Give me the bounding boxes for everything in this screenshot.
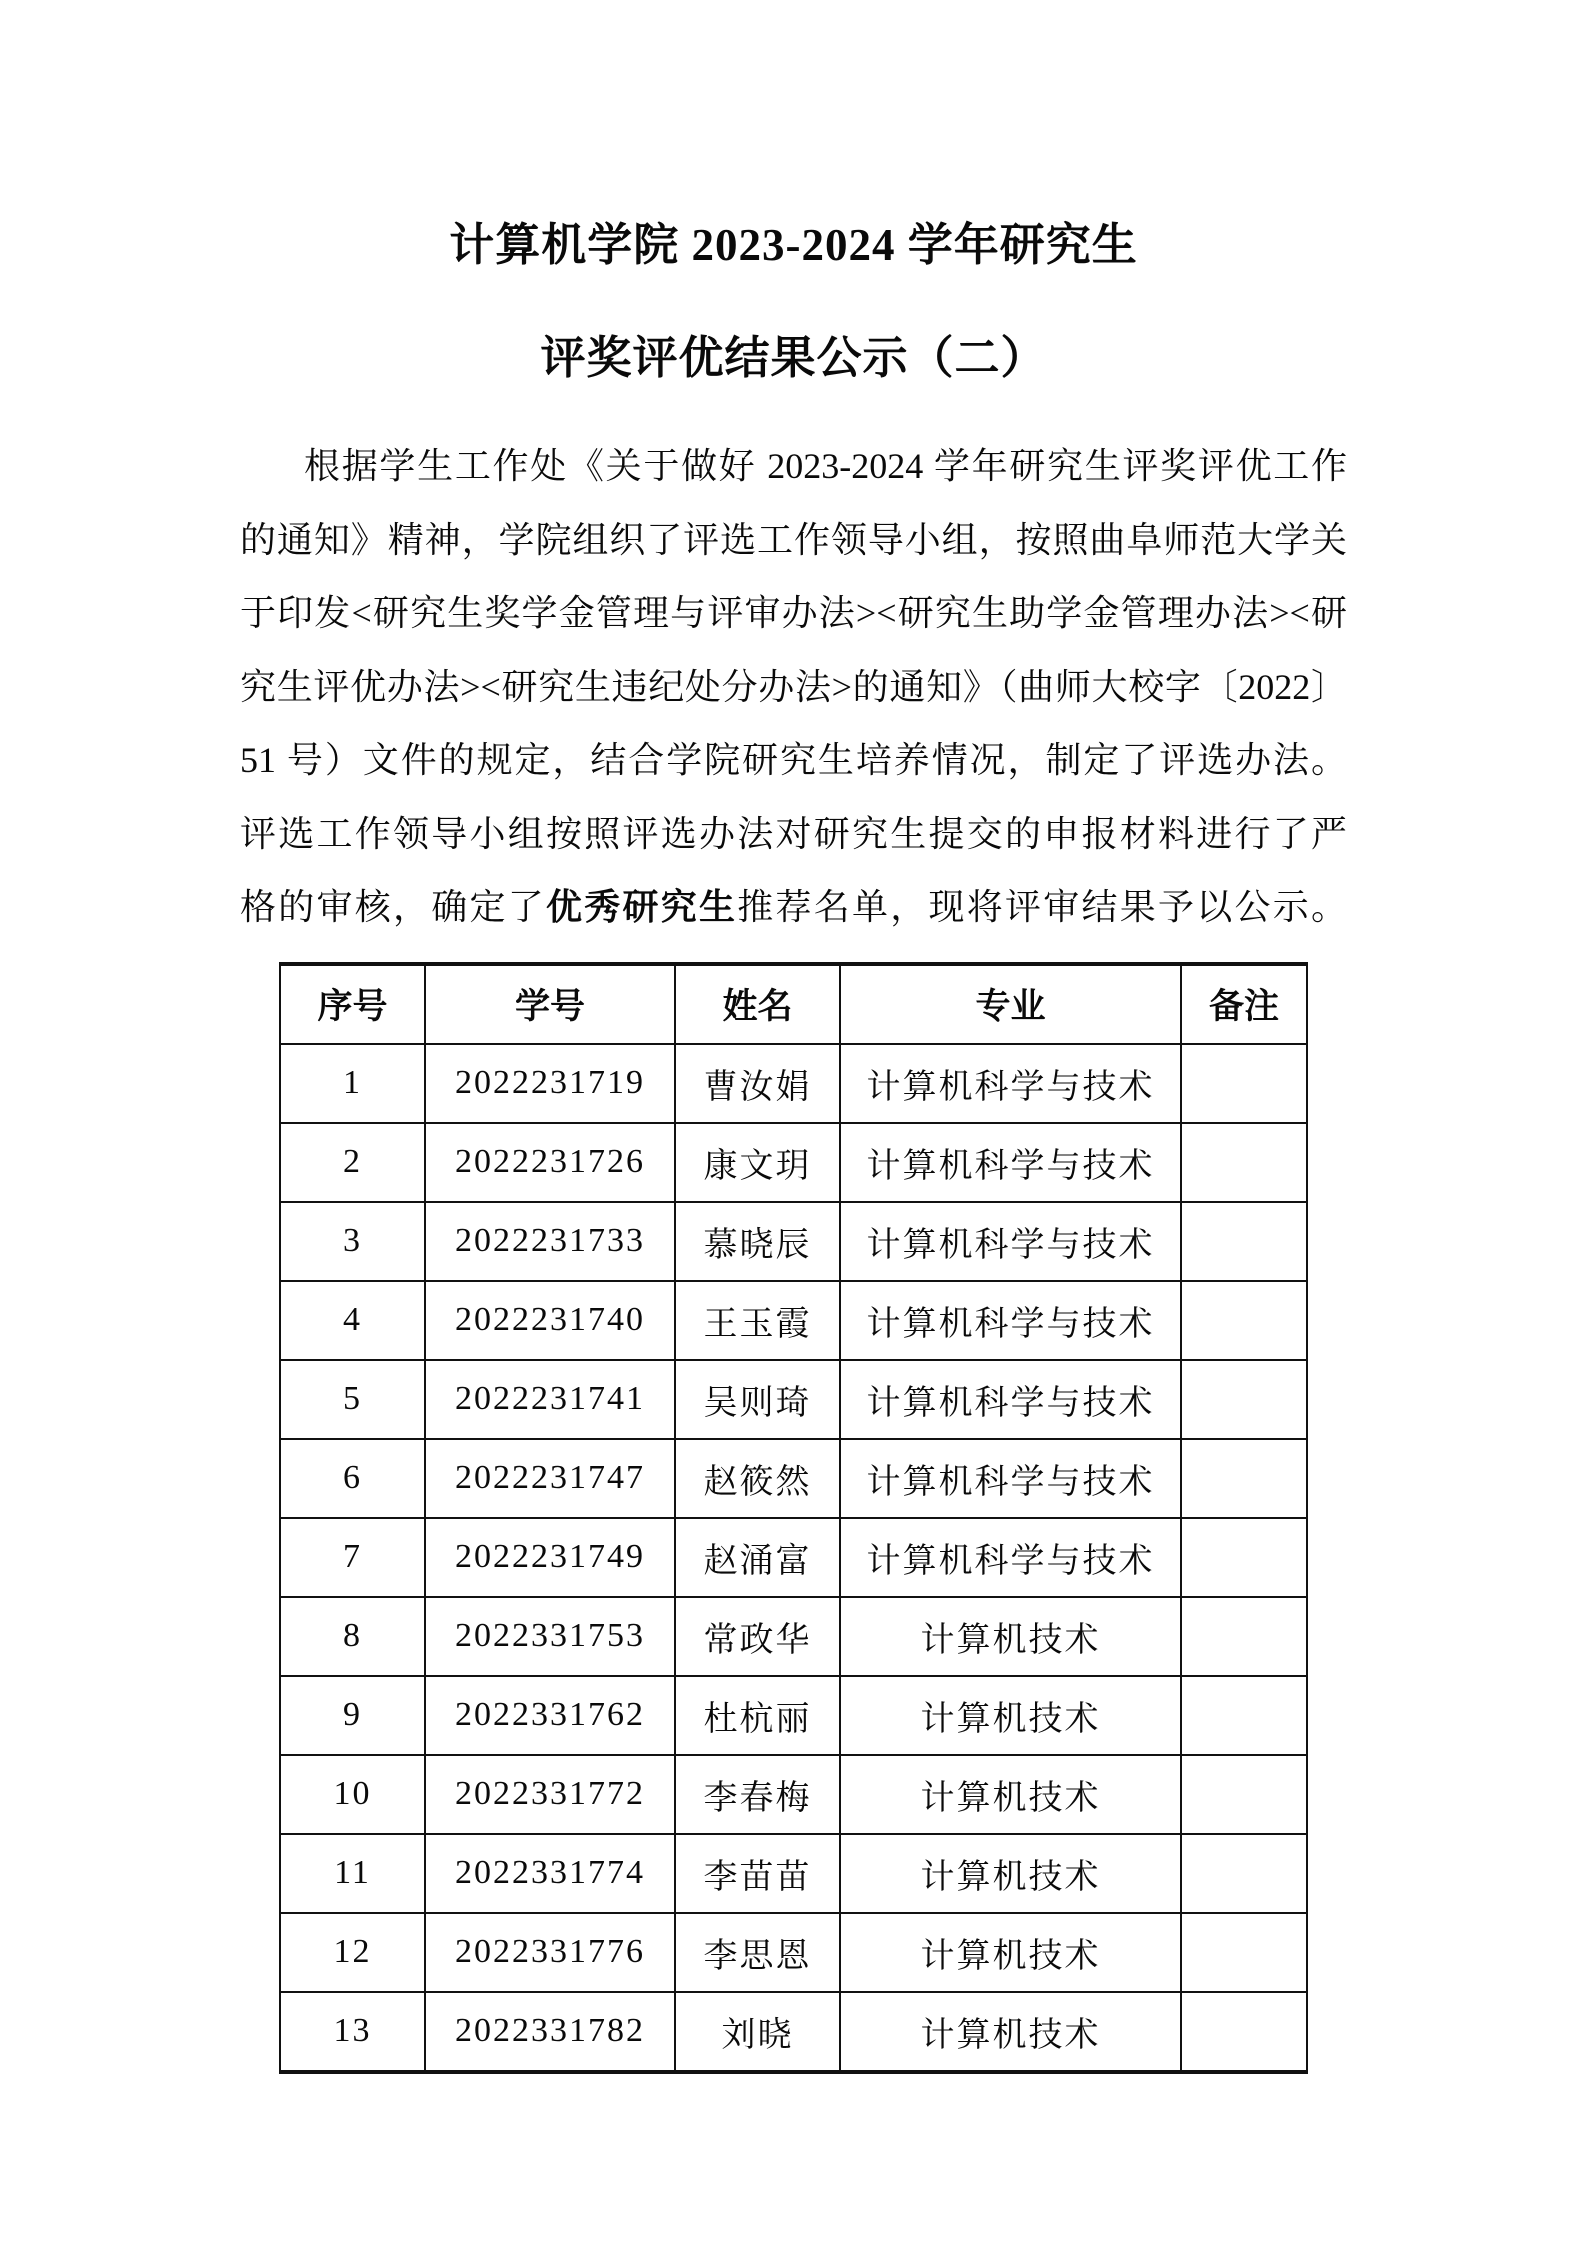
table-cell: 1 (280, 1044, 425, 1123)
table-row (280, 1202, 1307, 1281)
paragraph-line (240, 871, 1347, 945)
table-cell: 李思恩 (675, 1913, 840, 1992)
column-header: 专业 (840, 964, 1181, 1044)
table-cell: 计算机科学与技术 (840, 1202, 1181, 1281)
table-cell (1181, 1281, 1307, 1360)
table-cell: 2022331753 (425, 1597, 675, 1676)
document-title-line-2: 评奖评优结果公示（二） (540, 333, 1047, 383)
table-cell: 杜杭丽 (675, 1676, 840, 1755)
body-text: 于印发<研究生奖学金管理与评审办法><研究生助学金管理办法><研 (240, 593, 1347, 633)
emphasis-text: 优秀研究生 (546, 887, 738, 927)
table-cell (1181, 1123, 1307, 1202)
table-row (280, 1281, 1307, 1360)
table-cell: 4 (280, 1281, 425, 1360)
paragraph-line (240, 798, 1347, 872)
table-cell (1181, 1439, 1307, 1518)
table-cell: 2022231719 (425, 1044, 675, 1123)
table-cell: 计算机科学与技术 (840, 1123, 1181, 1202)
table-cell (1181, 1755, 1307, 1834)
table-cell (1181, 1360, 1307, 1439)
table-cell: 计算机技术 (840, 1597, 1181, 1676)
table-header-row (280, 964, 1307, 1044)
table-cell: 8 (280, 1597, 425, 1676)
body-text: 根据学生工作处《关于做好 2023-2024 学年研究生评奖评优工作 (304, 446, 1347, 486)
table-row (280, 1360, 1307, 1439)
table-cell: 12 (280, 1913, 425, 1992)
table-row (280, 1123, 1307, 1202)
table-body (280, 1044, 1307, 2072)
table-row (280, 1439, 1307, 1518)
table-cell: 计算机科学与技术 (840, 1281, 1181, 1360)
column-header: 备注 (1181, 964, 1307, 1044)
table-cell: 慕晓辰 (675, 1202, 840, 1281)
table-cell: 计算机科学与技术 (840, 1518, 1181, 1597)
table-cell: 康文玥 (675, 1123, 840, 1202)
table-cell: 2022231726 (425, 1123, 675, 1202)
table-cell: 计算机科学与技术 (840, 1044, 1181, 1123)
table-row (280, 1044, 1307, 1123)
table-cell (1181, 1044, 1307, 1123)
table-cell: 2022331772 (425, 1755, 675, 1834)
table-cell (1181, 1597, 1307, 1676)
table-cell: 2022331782 (425, 1992, 675, 2072)
table-cell: 2022231740 (425, 1281, 675, 1360)
table-cell: 2022231741 (425, 1360, 675, 1439)
body-text: 究生评优办法><研究生违纪处分办法>的通知》（曲师大校字〔2022〕 (240, 666, 1347, 707)
column-header: 序号 (280, 964, 425, 1044)
results-table (279, 962, 1308, 2074)
table-row (280, 1518, 1307, 1597)
body-text: 推荐名单，现将评审结果予以公示。 (737, 887, 1347, 927)
table-cell: 计算机技术 (840, 1676, 1181, 1755)
table-cell: 王玉霞 (675, 1281, 840, 1360)
table-cell: 常政华 (675, 1597, 840, 1676)
paragraph-line (240, 724, 1347, 798)
paragraph-line (240, 651, 1347, 725)
body-paragraph (240, 430, 1347, 945)
table-cell: 2022231733 (425, 1202, 675, 1281)
table-cell (1181, 1834, 1307, 1913)
document-title-line-1: 计算机学院 2023-2024 学年研究生 (449, 220, 1138, 270)
table-cell: 6 (280, 1439, 425, 1518)
table-row (280, 1597, 1307, 1676)
table-cell: 2022231747 (425, 1439, 675, 1518)
table-cell: 计算机技术 (840, 1755, 1181, 1834)
column-header: 姓名 (675, 964, 840, 1044)
table-cell: 刘晓 (675, 1992, 840, 2072)
table-cell: 5 (280, 1360, 425, 1439)
table-cell: 10 (280, 1755, 425, 1834)
table-row (280, 1913, 1307, 1992)
table-cell: 赵涌富 (675, 1518, 840, 1597)
table-cell (1181, 1676, 1307, 1755)
table-cell: 9 (280, 1676, 425, 1755)
paragraph-line (240, 430, 1347, 504)
table-cell: 7 (280, 1518, 425, 1597)
table-cell: 3 (280, 1202, 425, 1281)
paragraph-line (240, 504, 1347, 578)
body-text: 51 号）文件的规定，结合学院研究生培养情况，制定了评选办法。 (240, 740, 1347, 780)
table-cell: 2022331774 (425, 1834, 675, 1913)
table-row (280, 1676, 1307, 1755)
table-row (280, 1992, 1307, 2072)
table-cell: 2022231749 (425, 1518, 675, 1597)
table-cell: 2022331776 (425, 1913, 675, 1992)
table-cell (1181, 1913, 1307, 1992)
table-cell (1181, 1992, 1307, 2072)
table-cell: 13 (280, 1992, 425, 2072)
table-row (280, 1755, 1307, 1834)
table-cell: 曹汝娟 (675, 1044, 840, 1123)
table-row (280, 1834, 1307, 1913)
table-cell: 李苗苗 (675, 1834, 840, 1913)
body-text: 评选工作领导小组按照评选办法对研究生提交的申报材料进行了严 (240, 813, 1347, 854)
table-cell: 计算机科学与技术 (840, 1360, 1181, 1439)
table-cell: 李春梅 (675, 1755, 840, 1834)
table-cell: 计算机技术 (840, 1913, 1181, 1992)
table-cell: 2 (280, 1123, 425, 1202)
table-cell: 11 (280, 1834, 425, 1913)
table-cell: 2022331762 (425, 1676, 675, 1755)
column-header: 学号 (425, 964, 675, 1044)
body-text: 的通知》精神，学院组织了评选工作领导小组，按照曲阜师范大学关 (240, 519, 1347, 560)
body-text: 格的审核，确定了 (240, 887, 546, 927)
table-cell: 计算机科学与技术 (840, 1439, 1181, 1518)
table-cell (1181, 1518, 1307, 1597)
table-cell: 计算机技术 (840, 1992, 1181, 2072)
paragraph-line (240, 577, 1347, 651)
table-cell: 赵筱然 (675, 1439, 840, 1518)
table-cell (1181, 1202, 1307, 1281)
table-cell: 吴则琦 (675, 1360, 840, 1439)
table-cell: 计算机技术 (840, 1834, 1181, 1913)
